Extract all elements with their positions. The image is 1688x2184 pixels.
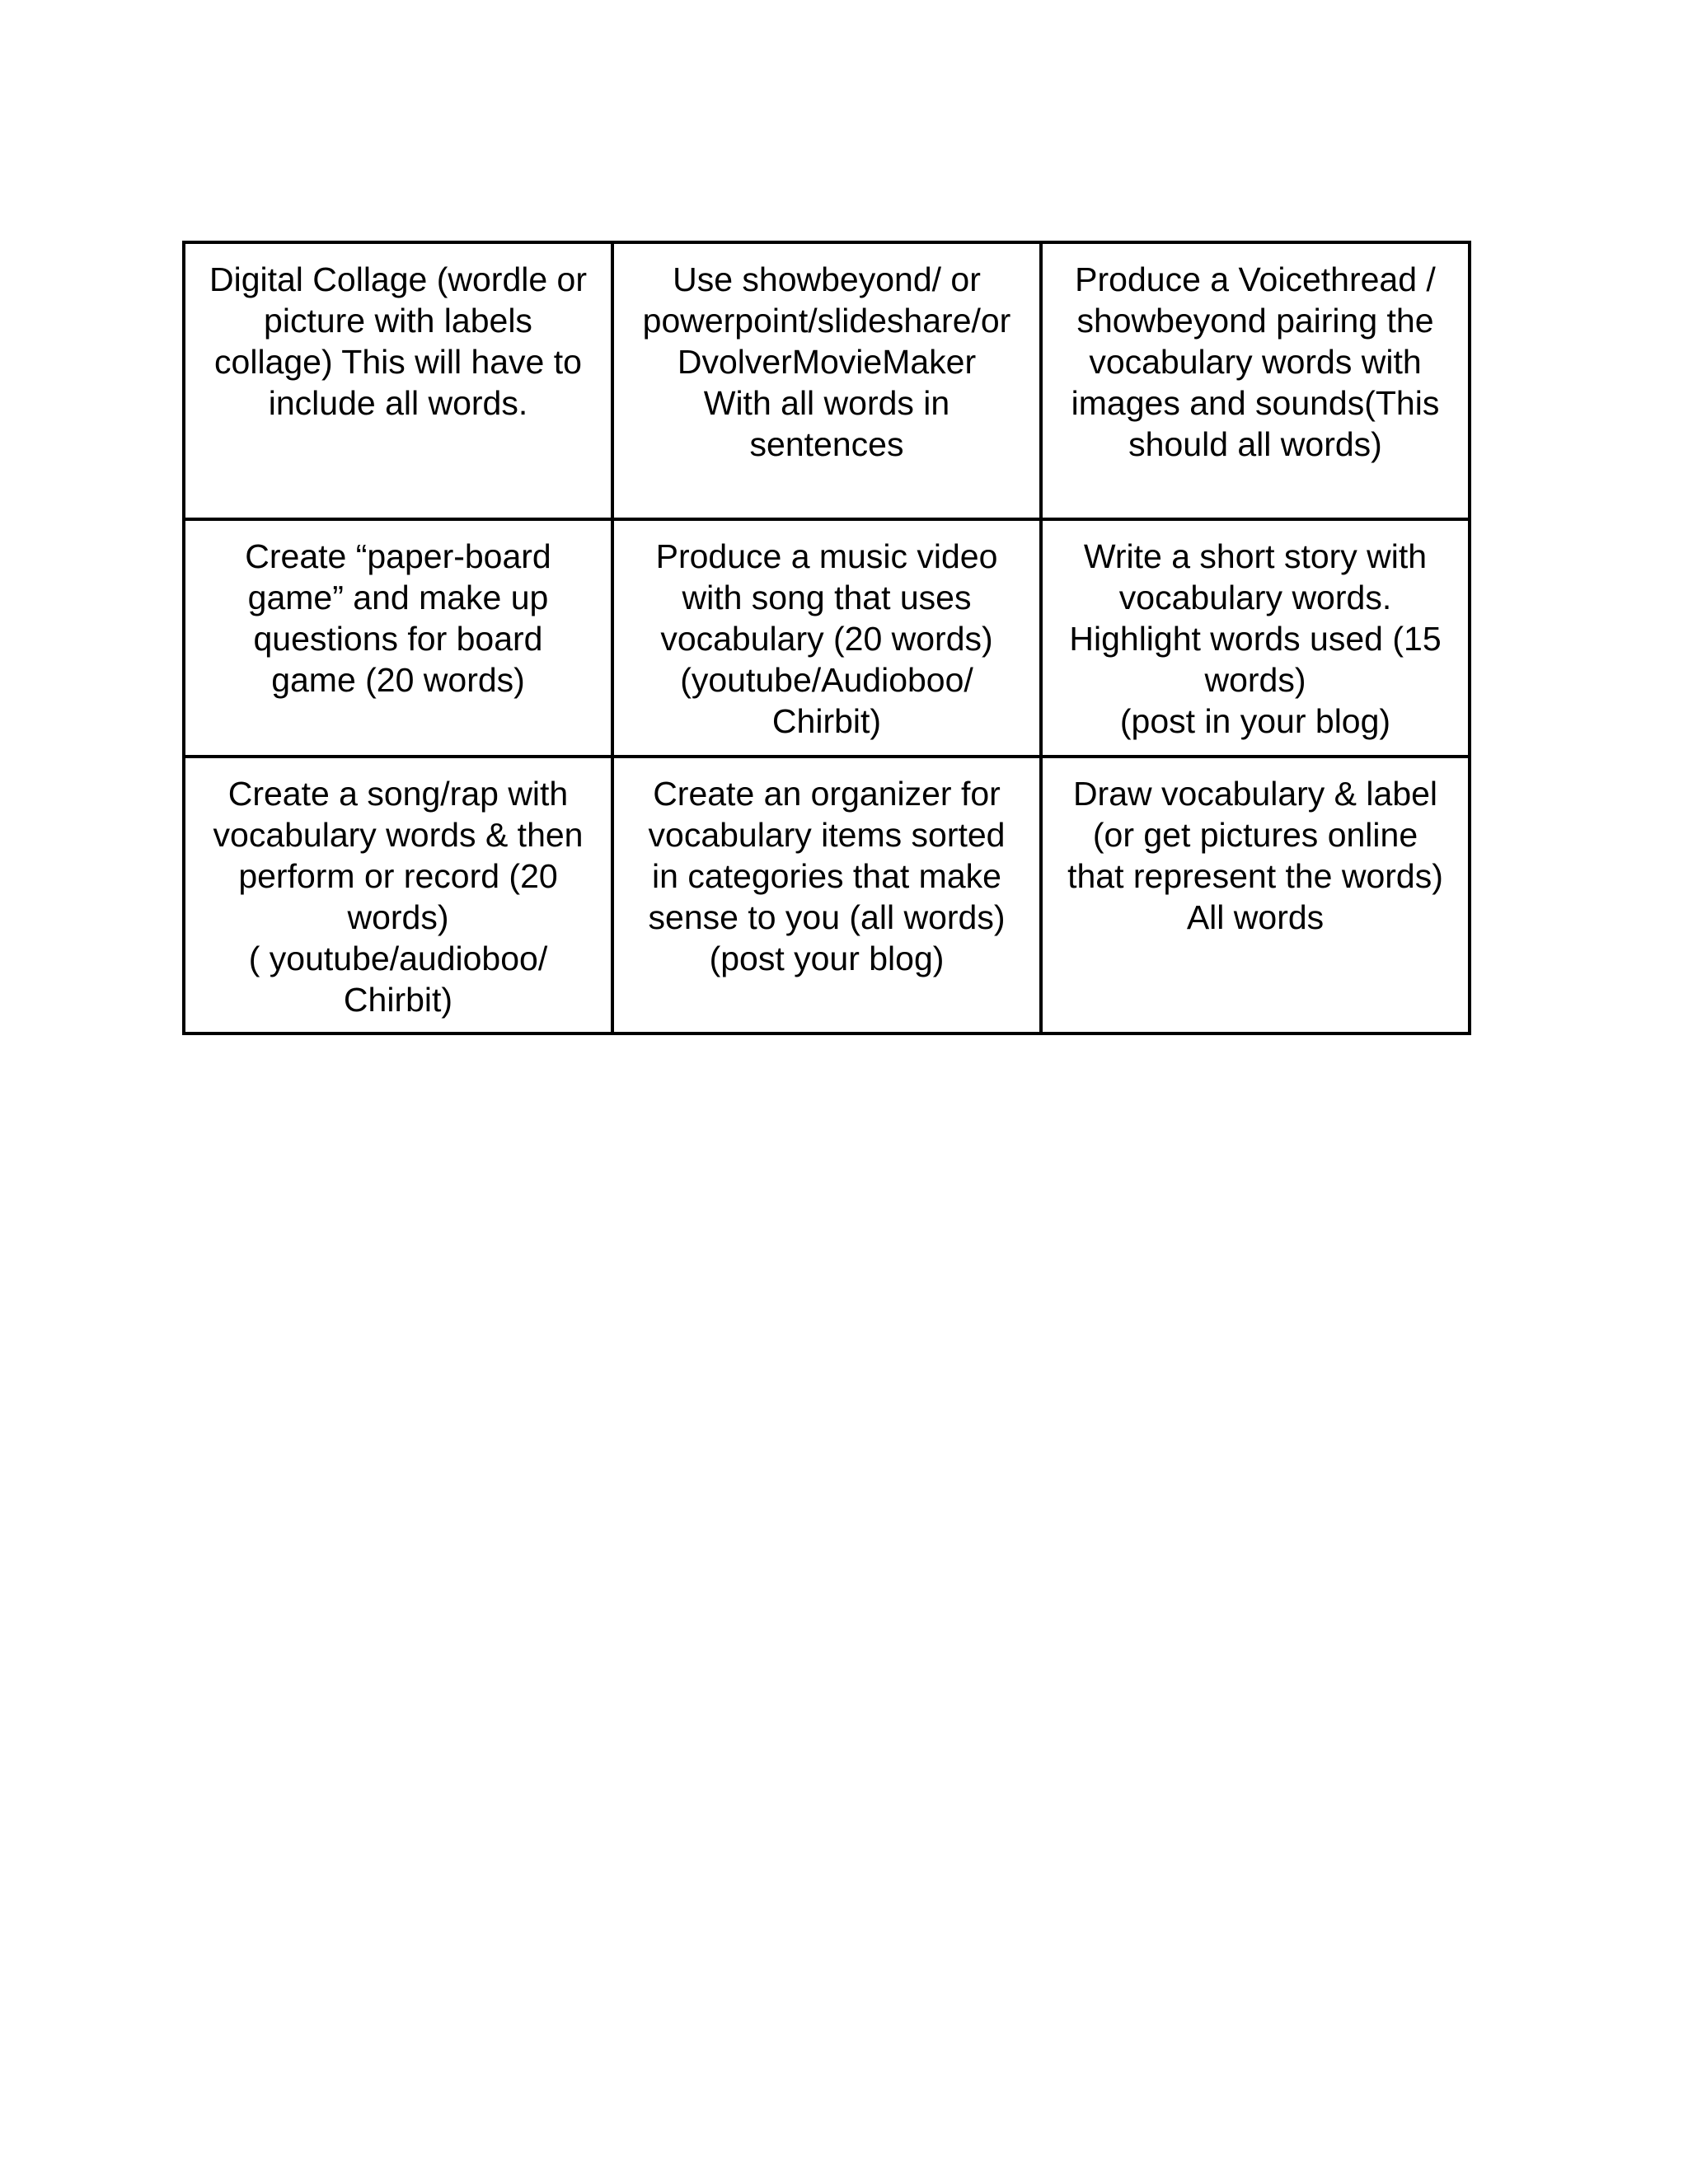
cell-text: Draw vocabulary & label (or get pictures online that represent the words) All words [1067, 775, 1443, 936]
board-cell-3-1 [184, 757, 612, 1033]
board-cell-2-3 [1041, 519, 1470, 757]
board-cell-3-3 [1041, 757, 1470, 1033]
cell-text: Create “paper-board game” and make up questions for board game (20 words) [245, 537, 551, 699]
cell-text: Create an organizer for vocabulary items sorted in categories that make sense to you (all words) (post your blog) [648, 775, 1006, 977]
cell-text: Create a song/rap with vocabulary words & then perform or record (20 words) ( youtube/audioboo/ Chirbit) [213, 775, 584, 1019]
board-cell-1-3 [1041, 242, 1470, 519]
board-row-2 [184, 519, 1470, 757]
cell-text: Produce a music video with song that uses vocabulary (20 words) (youtube/Audioboo/ Chirbit) [655, 537, 998, 740]
board-cell-1-2 [612, 242, 1041, 519]
cell-text: Use showbeyond/ or powerpoint/slideshare/or DvolverMovieMaker With all words in sentences [642, 260, 1011, 463]
board-row-3 [184, 757, 1470, 1033]
board-row-1 [184, 242, 1470, 519]
cell-text: Digital Collage (wordle or picture with labels collage) This will have to include all words. [209, 260, 588, 422]
board-cell-2-1 [184, 519, 612, 757]
cell-text: Write a short story with vocabulary words. Highlight words used (15 words) (post in your blog) [1069, 537, 1442, 740]
board-cell-3-2 [612, 757, 1041, 1033]
cell-text: Produce a Voicethread / showbeyond pairing the vocabulary words with images and sounds(This should all words) [1071, 260, 1440, 463]
board-cell-2-2 [612, 519, 1041, 757]
vocabulary-choice-board [182, 241, 1471, 1035]
board-cell-1-1 [184, 242, 612, 519]
